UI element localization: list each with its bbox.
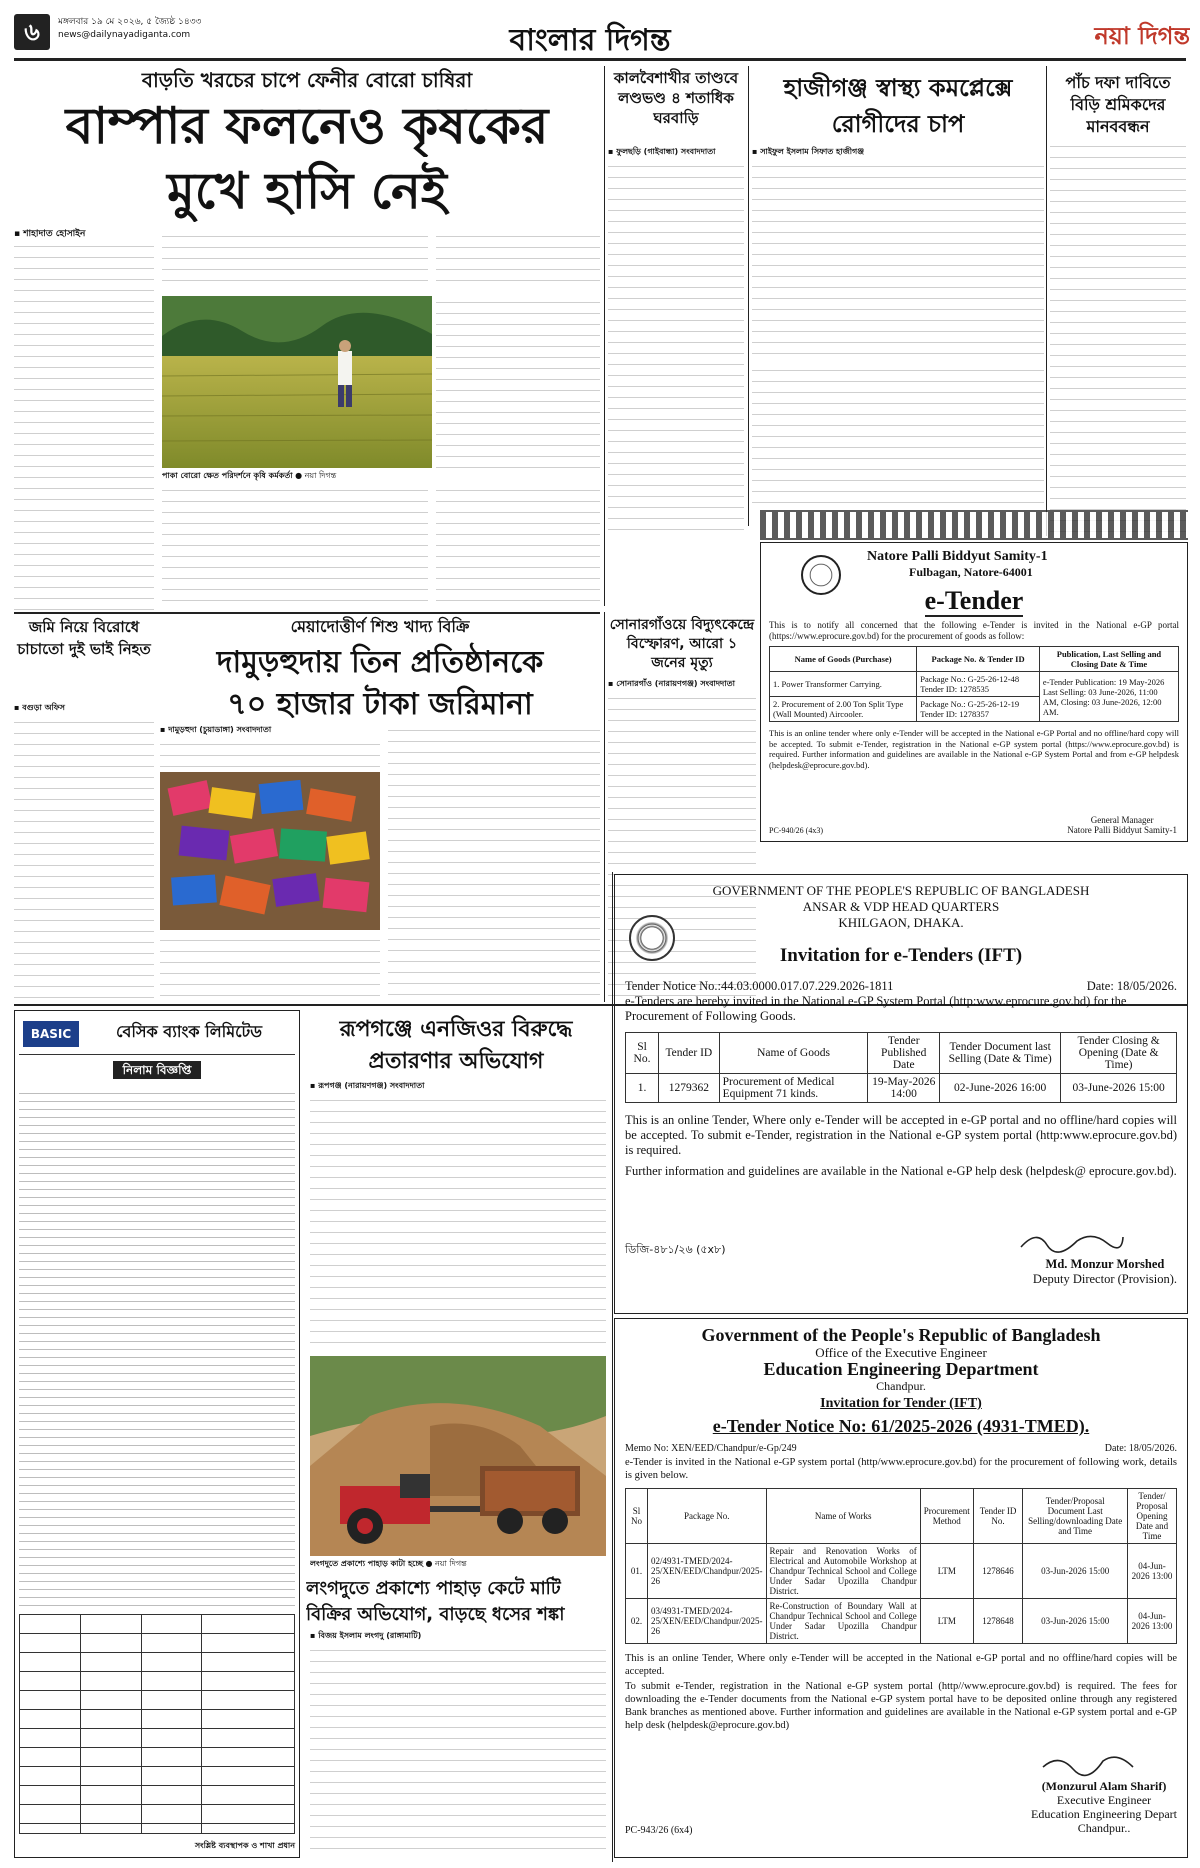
- eed-gov: Government of the People's Republic of Bangladesh: [701, 1325, 1101, 1345]
- table-header: Sl No.: [626, 1033, 659, 1074]
- table-header-row: [626, 1033, 1177, 1074]
- table-cell: LTM: [920, 1599, 973, 1644]
- natore-tender-ad: [760, 542, 1188, 842]
- ansar-notice-row: [625, 979, 1177, 994]
- hajiganj-headline-line2: রোগীদের চাপ: [831, 110, 965, 138]
- eed-office: Office of the Executive Engineer: [815, 1345, 987, 1360]
- ansar-signature: [1017, 1227, 1127, 1255]
- table-cell: 1279362: [659, 1074, 720, 1103]
- basic-bank-name: বেসিক ব্যাংক লিমিটেড: [115, 1022, 263, 1041]
- lead-byline: ▪ শাহাদাত হোসাইন: [14, 229, 86, 239]
- food-kicker: মেয়াদোত্তীর্ণ শিশু খাদ্য বিক্রি: [290, 617, 470, 636]
- eed-designation2: Education Engineering Depart: [1031, 1807, 1177, 1821]
- ansar-table: [625, 1032, 1177, 1103]
- table-header-row: [770, 647, 1179, 672]
- table-cell: 03-Jun-2026 15:00: [1023, 1544, 1128, 1599]
- ansar-signatory-block: [1033, 1257, 1177, 1287]
- eed-signature: [1037, 1749, 1147, 1777]
- col-divider-5: [612, 872, 613, 1862]
- table-header: Tender Published Date: [868, 1033, 940, 1074]
- table-cell: 03-Jun-2026 15:00: [1023, 1599, 1128, 1644]
- col-divider-2: [748, 66, 749, 526]
- eed-signatory-block: [1031, 1779, 1177, 1835]
- basic-bank-logo: BASIC: [23, 1021, 79, 1047]
- storm-byline: ▪ ফুলছড়ি (গাইবান্ধা) সংবাদদাতা: [608, 147, 716, 156]
- table-cell: 02/4931-TMED/2024-25/XEN/EED/Chandpur/2025-26: [648, 1544, 766, 1599]
- table-cell: 2. Procurement of 2.00 Ton Split Type (Wall Mounted) Aircooler.: [770, 697, 917, 722]
- hajiganj-body-col2: [752, 364, 1044, 504]
- ansar-emblem: [629, 915, 675, 961]
- basic-bank-notice-title: নিলাম বিজ্ঞপ্তি: [19, 1059, 295, 1082]
- lead-photo-side-text: [436, 296, 600, 468]
- col-divider-3: [1046, 66, 1047, 536]
- date-line: মঙ্গলবার ১৯ মে ২০২৬, ৫ জ্যৈষ্ঠ ১৪৩৩: [58, 17, 202, 27]
- table-cell: LTM: [920, 1544, 973, 1599]
- hill-byline: ▪ বিজয় ইসলাম লংগদু (রাঙ্গামাটি): [310, 1631, 422, 1640]
- natore-signatory: General Manager Natore Palli Biddyut Samity-1: [1067, 815, 1177, 835]
- table-cell: Re-Construction of Boundary Wall at Chandpur Technical School and College Under Sadar Upozilla Chandpur District.: [766, 1599, 920, 1644]
- table-cell: 19-May-2026 14:00: [868, 1074, 940, 1103]
- table-row: [626, 1074, 1177, 1103]
- table-cell: 02-June-2026 16:00: [940, 1074, 1061, 1103]
- lead-headline-line1: বাম্পার ফলনেও কৃষকের: [65, 97, 549, 155]
- table-cell: e-Tender Publication: 19 May-2026 Last Selling: 03 June-2026, 11:00 AM, Closing: 03 June-2026, 12:00 AM.: [1039, 672, 1178, 722]
- rupganj-byline: ▪ রূপগঞ্জ (নারায়ণগঞ্জ) সংবাদদাতা: [310, 1081, 425, 1090]
- eed-table: [625, 1488, 1177, 1644]
- lead-body-col4: [162, 484, 428, 610]
- table-cell: 04-Jun-2026 13:00: [1128, 1599, 1177, 1644]
- hill-body: [310, 1644, 606, 1858]
- storm-headline: কালবৈশাখীর তাণ্ডবে লণ্ডভণ্ড ৪ শতাধিক ঘরবাড়ি: [613, 69, 739, 127]
- ornament-border: [760, 510, 1188, 540]
- eed-code: PC-943/26 (6x4): [625, 1825, 693, 1836]
- basic-bank-schedule-table: [19, 1614, 295, 1834]
- section-title: বাংলার দিগন্ত: [509, 23, 671, 58]
- hajiganj-headline-line1: হাজীগঞ্জ স্বাস্থ্য কমপ্লেক্সে: [783, 74, 1013, 102]
- eed-place: Chandpur.: [876, 1379, 926, 1393]
- table-cell: 1278648: [973, 1599, 1023, 1644]
- natore-logo: [801, 555, 841, 595]
- natore-note: This is an online tender where only e-Tender will be accepted in the National e-GP Portal and no offline/hard copy will be accepted. To submit e-Tender, registration in the National e-GP system portal (https://www.eprocure.gov.bd) is required. Further information and guidelines are available in the National e-GP System Portal and from e-GP helpdesk (helpdesk@eprocure.gov.bd).: [769, 728, 1179, 770]
- table-cell: Procurement of Medical Equipment 71 kinds.: [719, 1074, 868, 1103]
- bidi-body: [1050, 140, 1186, 536]
- eed-para1: This is an online Tender, Where only e-Tender will be accepted in the National e-GP portal and no offline/hard copies will be accepted.: [625, 1653, 1177, 1677]
- basic-bank-footer: সংশ্লিষ্ট ব্যবস্থাপক ও শাখা প্রধান: [194, 1841, 295, 1850]
- food-photo: [160, 772, 380, 930]
- ansar-gov: GOVERNMENT OF THE PEOPLE'S REPUBLIC OF BANGLADESH: [712, 883, 1090, 898]
- table-cell: 04-Jun-2026 13:00: [1128, 1544, 1177, 1599]
- eed-designation1: Executive Engineer: [1056, 1793, 1152, 1807]
- rice-field-image: [162, 296, 432, 468]
- table-header: Name of Works: [766, 1489, 920, 1544]
- ansar-tender-ad: [614, 874, 1188, 1314]
- table-header: Tender Document last Selling (Date & Time): [940, 1033, 1061, 1074]
- masthead-rule: [14, 58, 1186, 61]
- ansar-signatory: Md. Monzur Morshed: [1045, 1257, 1165, 1271]
- food-intro-text: [160, 738, 380, 768]
- table-cell: 1.: [626, 1074, 659, 1103]
- rupganj-headline-line2: প্রতারণার অভিযোগ: [368, 1049, 544, 1074]
- rupganj-headline-line1: রূপগঞ্জে এনজিওর বিরুদ্ধে: [339, 1017, 573, 1042]
- sonargaon-byline: ▪ সোনারগাঁও (নারায়ণগঞ্জ) সংবাদদাতা: [608, 679, 735, 688]
- table-header: Tender/Proposal Document Last Selling/downloading Date and Time: [1023, 1489, 1128, 1544]
- natore-code: PC-940/26 (4x3): [769, 826, 823, 835]
- table-cell: 02.: [626, 1599, 648, 1644]
- lead-body-col2: [162, 230, 428, 290]
- email-line: news@dailynayadiganta.com: [58, 30, 191, 40]
- lead-kicker: বাড়তি খরচের চাপে ফেনীর বোরো চাষিরা: [141, 68, 473, 92]
- table-header: Publication, Last Selling and Closing Date & Time: [1039, 647, 1178, 672]
- eed-memo-row: [625, 1443, 1177, 1454]
- table-header: Tender/ Proposal Opening Date and Time: [1128, 1489, 1177, 1544]
- natore-title: e-Tender: [924, 586, 1024, 615]
- food-headline-line1: দামুড়হুদায় তিন প্রতিষ্ঠানকে: [216, 645, 544, 680]
- table-header-row: [626, 1489, 1177, 1544]
- ansar-code: ডিজি-৪৮১/২৬ (৫x৮): [625, 1243, 726, 1256]
- lead-body-col5: [436, 484, 600, 610]
- hill-photo-caption: লংগদুতে প্রকাশ্যে পাহাড় কাটা হচ্ছে ● নয়া দিগন্ত: [310, 1559, 467, 1568]
- food-headline-line2: ৭০ হাজার টাকা জরিমানা: [227, 687, 533, 722]
- eed-para2: To submit e-Tender, registration in the National e-GP system portal (http//www.eprocure.gov.bd) is required. The fees for downloading the e-Tender documents from the National e-GP system portal have to be deposited online through any registered Bank branches as mentioned above. Further information and guidelines are available in the National e-GP system portal and e-GP help desk (helpdesk@eprocure.gov.bd): [625, 1681, 1177, 1731]
- eed-memo: Memo No: XEN/EED/Chandpur/e-Gp/249: [625, 1443, 797, 1454]
- storm-body: [608, 160, 744, 536]
- ansar-place: KHILGAON, DHAKA.: [838, 915, 964, 930]
- table-cell: 03-June-2026 15:00: [1061, 1074, 1177, 1103]
- natore-org: Natore Palli Biddyut Samity-1: [867, 549, 1048, 564]
- lead-photo-caption: পাকা বোরো ক্ষেত পরিদর্শনে কৃষি কর্মকর্তা ● নয়া দিগন্ত: [162, 471, 337, 480]
- natore-table: [769, 646, 1179, 722]
- table-header: Tender ID No.: [973, 1489, 1023, 1544]
- eed-dept: Education Engineering Department: [763, 1359, 1039, 1379]
- col-divider-4: [604, 612, 605, 1002]
- rupganj-body: [310, 1094, 606, 1352]
- sonargaon-headline: সোনারগাঁওয়ে বিদ্যুৎকেন্দ্রে বিস্ফোরণ, আরো ১ জনের মৃত্যু: [609, 617, 755, 671]
- confiscated-snacks-image: [160, 772, 380, 930]
- eed-intro: e-Tender is invited in the National e-GP system portal (http/www.eprocure.gov.bd) for the procurement of following work, details is given below.: [625, 1457, 1177, 1481]
- paper-logo: নয়া দিগন্ত: [1094, 22, 1190, 50]
- table-cell: 01.: [626, 1544, 648, 1599]
- ansar-para1: This is an online Tender, Where only e-Tender will be accepted in e-GP portal and no offline/hard copies will be accepted. To submit e-Tender, registration in the National e-GP system portal (http:www.eprocure.gov.bd) is required.: [625, 1113, 1177, 1157]
- ansar-title: Invitation for e-Tenders (IFT): [779, 945, 1023, 966]
- table-row: [626, 1544, 1177, 1599]
- bidi-headline-line3: মানববন্ধন: [1086, 117, 1150, 136]
- food-body-col2: [388, 724, 600, 1000]
- ansar-designation: Deputy Director (Provision).: [1032, 1272, 1177, 1286]
- lead-body-col1: [14, 240, 154, 610]
- table-header: Name of Goods: [719, 1033, 868, 1074]
- table-cell: Package No.: G-25-26-12-48 Tender ID: 1278535: [917, 672, 1040, 697]
- hill-headline-line1: লংগদুতে প্রকাশ্যে পাহাড় কেটে মাটি: [306, 1578, 561, 1599]
- hill-photo: [310, 1356, 606, 1556]
- table-cell: Repair and Renovation Works of Electrical and Automobile Workshop at Chandpur Technical School and College Under Sadar Upozilla Chandpur District.: [766, 1544, 920, 1599]
- land-body: [14, 716, 154, 1000]
- basic-bank-header: [19, 1015, 295, 1055]
- lead-body-col3: [436, 230, 600, 290]
- food-byline: ▪ দামুড়হুদা (চুয়াডাঙ্গা) সংবাদদাতা: [160, 725, 272, 734]
- food-body-col1: [160, 934, 380, 1000]
- natore-address: Fulbagan, Natore-64001: [909, 565, 1033, 579]
- eed-date: Date: 18/05/2026.: [1104, 1443, 1177, 1454]
- table-header: Tender Closing & Opening (Date & Time): [1061, 1033, 1177, 1074]
- table-header: Tender ID: [659, 1033, 720, 1074]
- bidi-headline-line2: বিড়ি শ্রমিকদের: [1070, 95, 1166, 114]
- eed-tender-ad: [614, 1318, 1188, 1858]
- table-row: [770, 672, 1179, 697]
- land-headline: জমি নিয়ে বিরোধে চাচাতো দুই ভাই নিহত: [17, 618, 151, 658]
- bidi-headline-line1: পাঁচ দফা দাবিতে: [1065, 73, 1171, 92]
- basic-bank-ad: [14, 1010, 300, 1858]
- table-cell: 1. Power Transformer Carrying.: [770, 672, 917, 697]
- table-header: Name of Goods (Purchase): [770, 647, 917, 672]
- eed-notice: e-Tender Notice No: 61/2025-2026 (4931-TMED).: [712, 1416, 1090, 1436]
- land-byline: ▪ বগুড়া অফিস: [14, 703, 65, 712]
- col-divider-1: [604, 66, 605, 606]
- ansar-hq: ANSAR & VDP HEAD QUARTERS: [802, 899, 1000, 914]
- table-cell: 03/4931-TMED/2024-25/XEN/EED/Chandpur/2025-26: [648, 1599, 766, 1644]
- page-number: ৬: [24, 18, 40, 46]
- table-cell: Package No.: G-25-26-12-19 Tender ID: 1278357: [917, 697, 1040, 722]
- eed-designation3: Chandpur..: [1077, 1821, 1131, 1835]
- table-header: Package No.: [648, 1489, 766, 1544]
- table-header: Package No. & Tender ID: [917, 647, 1040, 672]
- table-row: [626, 1599, 1177, 1644]
- basic-bank-body: [19, 1088, 295, 1608]
- ansar-date: Date: 18/05/2026.: [1086, 979, 1177, 993]
- hill-headline-line2: বিক্রির অভিযোগ, বাড়ছে ধসের শঙ্কা: [306, 1604, 565, 1625]
- table-header: Procurement Method: [920, 1489, 973, 1544]
- eed-signatory: (Monzurul Alam Sharif): [1041, 1779, 1167, 1793]
- page-number-badge: [14, 14, 50, 50]
- natore-intro: This is to notify all concerned that the following e-Tender is invited in the National e-GP portal (https://www.eprocure.gov.bd) for the procurement of goods as follow:: [769, 620, 1179, 641]
- lead-headline-line2: মুখে হাসি নেই: [167, 162, 447, 220]
- ansar-notice-no: Tender Notice No.:44.03.0000.017.07.229.2026-1811: [625, 979, 894, 993]
- ansar-para2: Further information and guidelines are available in the National e-GP help desk (helpdesk@ eprocure.gov.bd).: [625, 1164, 1177, 1178]
- hajiganj-body-col1: [752, 160, 1044, 360]
- hill-cutting-image: [310, 1356, 606, 1556]
- table-cell: 1278646: [973, 1544, 1023, 1599]
- table-header: Sl No: [626, 1489, 648, 1544]
- hajiganj-byline: ▪ সাইফুল ইসলাম সিফাত হাজীগঞ্জ: [752, 147, 865, 156]
- eed-ift: Invitation for Tender (IFT): [820, 1396, 982, 1411]
- lead-photo: [162, 296, 432, 468]
- ansar-intro: e-Tenders are hereby invited in the National e-GP System Portal (http:www.eprocure.gov.bd) for the Procurement of Following Goods.: [625, 994, 1127, 1023]
